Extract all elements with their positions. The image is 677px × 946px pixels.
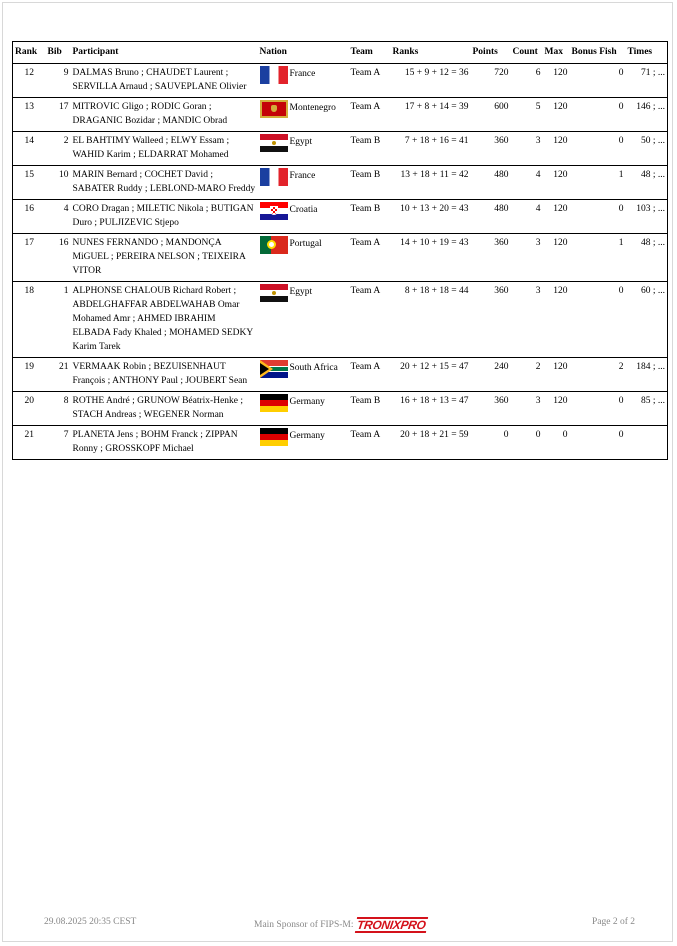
table-row — [13, 392, 668, 426]
ranks-cell: 8 + 18 + 18 = 44 — [391, 282, 471, 358]
rank-cell: 19 — [13, 358, 46, 392]
col-header-bib: Bib — [46, 42, 71, 64]
table-row — [13, 132, 668, 166]
times-cell: 50 ; ... — [626, 132, 668, 166]
ranks-cell: 7 + 18 + 16 = 41 — [391, 132, 471, 166]
participant-cell: CORO Dragan ; MILETIC Nikola ; BUTIGAN Duro ; PULJIZEVIC Stjepo — [71, 200, 258, 234]
egypt-flag-icon — [260, 284, 288, 302]
team-cell: Team B — [349, 200, 391, 234]
count-cell: 6 — [511, 64, 543, 98]
portugal-flag-icon — [260, 236, 288, 254]
croatia-flag-icon — [260, 202, 288, 220]
ranks-cell: 16 + 18 + 13 = 47 — [391, 392, 471, 426]
france-flag-icon — [260, 66, 288, 84]
nation-cell — [258, 98, 349, 132]
team-cell: Team B — [349, 132, 391, 166]
points-cell: 0 — [471, 426, 511, 460]
bib-cell: 4 — [46, 200, 71, 234]
bonus-fish-cell: 0 — [570, 426, 626, 460]
table-row — [13, 282, 668, 358]
germany-flag-icon — [260, 428, 288, 446]
table-row — [13, 426, 668, 460]
nation-name: Egypt — [289, 137, 313, 147]
nation-cell — [258, 64, 349, 98]
bib-cell: 21 — [46, 358, 71, 392]
rank-cell: 16 — [13, 200, 46, 234]
col-header-participant: Participant — [71, 42, 258, 64]
nation-name: Montenegro — [289, 103, 336, 113]
bib-cell: 9 — [46, 64, 71, 98]
participant-cell: EL BAHTIMY Walleed ; ELWY Essam ; WAHID Karim ; ELDARRAT Mohamed — [71, 132, 258, 166]
nation-cell — [258, 166, 349, 200]
rank-cell: 17 — [13, 234, 46, 282]
bonus-fish-cell: 0 — [570, 64, 626, 98]
bib-cell: 7 — [46, 426, 71, 460]
count-cell: 0 — [511, 426, 543, 460]
participant-cell: ALPHONSE CHALOUB Richard Robert ; ABDELGHAFFAR ABDELWAHAB Omar Mohamed Amr ; AHMED IBRAHIM ELBADA Fady Khaled ; MOHAMED SEDKY Karim Tarek — [71, 282, 258, 358]
max-cell: 120 — [543, 358, 570, 392]
max-cell: 0 — [543, 426, 570, 460]
nation-name: South Africa — [289, 363, 338, 373]
nation-name: Portugal — [289, 239, 322, 249]
team-cell: Team A — [349, 358, 391, 392]
max-cell: 120 — [543, 98, 570, 132]
max-cell: 120 — [543, 166, 570, 200]
times-cell: 71 ; ... — [626, 64, 668, 98]
nation-name: Egypt — [289, 287, 313, 297]
participant-cell: MITROVIC Gligo ; RODIC Goran ; DRAGANIC Bozidar ; MANDIC Obrad — [71, 98, 258, 132]
nation-name: France — [289, 69, 316, 79]
points-cell: 480 — [471, 166, 511, 200]
results-table — [12, 41, 668, 460]
rank-cell: 18 — [13, 282, 46, 358]
footer-sponsor — [254, 917, 426, 933]
nation-cell — [258, 358, 349, 392]
count-cell: 3 — [511, 282, 543, 358]
points-cell: 240 — [471, 358, 511, 392]
nation-name: Germany — [289, 397, 325, 407]
team-cell: Team A — [349, 234, 391, 282]
points-cell: 720 — [471, 64, 511, 98]
nation-cell — [258, 392, 349, 426]
header-row — [13, 42, 668, 64]
col-header-team: Team — [349, 42, 391, 64]
bib-cell: 16 — [46, 234, 71, 282]
rank-cell: 12 — [13, 64, 46, 98]
points-cell: 360 — [471, 282, 511, 358]
col-header-count: Count — [511, 42, 543, 64]
max-cell: 120 — [543, 64, 570, 98]
rank-cell: 13 — [13, 98, 46, 132]
times-cell: 85 ; ... — [626, 392, 668, 426]
times-cell: 103 ; ... — [626, 200, 668, 234]
times-cell: 60 ; ... — [626, 282, 668, 358]
table-row — [13, 200, 668, 234]
participant-cell: ROTHE André ; GRUNOW Béatrix-Henke ; STACH Andreas ; WEGENER Norman — [71, 392, 258, 426]
table-row — [13, 64, 668, 98]
count-cell: 4 — [511, 200, 543, 234]
footer-date: 29.08.2025 20:35 CEST — [44, 917, 137, 927]
south-africa-flag-icon — [260, 360, 288, 378]
nation-cell — [258, 132, 349, 166]
bonus-fish-cell: 0 — [570, 392, 626, 426]
bonus-fish-cell: 2 — [570, 358, 626, 392]
france-flag-icon — [260, 168, 288, 186]
points-cell: 600 — [471, 98, 511, 132]
bonus-fish-cell: 1 — [570, 234, 626, 282]
count-cell: 3 — [511, 234, 543, 282]
col-header-times: Times — [626, 42, 668, 64]
rank-cell: 15 — [13, 166, 46, 200]
team-cell: Team A — [349, 98, 391, 132]
nation-cell — [258, 200, 349, 234]
col-header-points: Points — [471, 42, 511, 64]
count-cell: 5 — [511, 98, 543, 132]
rank-cell: 21 — [13, 426, 46, 460]
points-cell: 360 — [471, 132, 511, 166]
count-cell: 4 — [511, 166, 543, 200]
points-cell: 360 — [471, 234, 511, 282]
nation-name: Croatia — [289, 205, 318, 215]
table-row — [13, 166, 668, 200]
count-cell: 3 — [511, 392, 543, 426]
montenegro-flag-icon — [260, 100, 288, 118]
nation-name: Germany — [289, 431, 325, 441]
page-number: Page 2 of 2 — [591, 917, 635, 927]
bib-cell: 10 — [46, 166, 71, 200]
nation-cell — [258, 234, 349, 282]
team-cell: Team B — [349, 166, 391, 200]
points-cell: 480 — [471, 200, 511, 234]
table-row — [13, 98, 668, 132]
max-cell: 120 — [543, 282, 570, 358]
team-cell: Team B — [349, 392, 391, 426]
count-cell: 3 — [511, 132, 543, 166]
times-cell: 48 ; ... — [626, 166, 668, 200]
ranks-cell: 10 + 13 + 20 = 43 — [391, 200, 471, 234]
times-cell — [626, 426, 668, 460]
count-cell: 2 — [511, 358, 543, 392]
bonus-fish-cell: 0 — [570, 132, 626, 166]
col-header-ranks: Ranks — [391, 42, 471, 64]
bonus-fish-cell: 0 — [570, 200, 626, 234]
points-cell: 360 — [471, 392, 511, 426]
participant-cell: MARIN Bernard ; COCHET David ; SABATER Ruddy ; LEBLOND-MARO Freddy — [71, 166, 258, 200]
nation-name: France — [289, 171, 316, 181]
table-row — [13, 234, 668, 282]
max-cell: 120 — [543, 392, 570, 426]
ranks-cell: 20 + 18 + 21 = 59 — [391, 426, 471, 460]
bonus-fish-cell: 0 — [570, 282, 626, 358]
participant-cell: PLANETA Jens ; BOHM Franck ; ZIPPAN Ronny ; GROSSKOPF Michael — [71, 426, 258, 460]
times-cell: 48 ; ... — [626, 234, 668, 282]
nation-cell — [258, 426, 349, 460]
bonus-fish-cell: 1 — [570, 166, 626, 200]
col-header-bonus-fish: Bonus Fish — [570, 42, 626, 64]
sponsor-logo: TRONIXPRO — [355, 918, 427, 932]
ranks-cell: 17 + 8 + 14 = 39 — [391, 98, 471, 132]
bib-cell: 1 — [46, 282, 71, 358]
ranks-cell: 20 + 12 + 15 = 47 — [391, 358, 471, 392]
max-cell: 120 — [543, 200, 570, 234]
bib-cell: 17 — [46, 98, 71, 132]
germany-flag-icon — [260, 394, 288, 412]
ranks-cell: 15 + 9 + 12 = 36 — [391, 64, 471, 98]
times-cell: 184 ; ... — [626, 358, 668, 392]
team-cell: Team A — [349, 426, 391, 460]
table-row — [13, 358, 668, 392]
team-cell: Team A — [349, 282, 391, 358]
ranks-cell: 13 + 18 + 11 = 42 — [391, 166, 471, 200]
col-header-max: Max — [543, 42, 570, 64]
team-cell: Team A — [349, 64, 391, 98]
max-cell: 120 — [543, 234, 570, 282]
participant-cell: NUNES FERNANDO ; MANDONÇA MiGUEL ; PEREIRA NELSON ; TEIXEIRA VITOR — [71, 234, 258, 282]
times-cell: 146 ; ... — [626, 98, 668, 132]
participant-cell: DALMAS Bruno ; CHAUDET Laurent ; SERVILLA Arnaud ; SAUVEPLANE Olivier — [71, 64, 258, 98]
bib-cell: 2 — [46, 132, 71, 166]
col-header-rank: Rank — [13, 42, 46, 64]
rank-cell: 14 — [13, 132, 46, 166]
sponsor-label: Main Sponsor of FIPS-M: — [254, 920, 354, 930]
participant-cell: VERMAAK Robin ; BEZUISENHAUT François ; ANTHONY Paul ; JOUBERT Sean — [71, 358, 258, 392]
col-header-nation: Nation — [258, 42, 349, 64]
max-cell: 120 — [543, 132, 570, 166]
ranks-cell: 14 + 10 + 19 = 43 — [391, 234, 471, 282]
egypt-flag-icon — [260, 134, 288, 152]
rank-cell: 20 — [13, 392, 46, 426]
bib-cell: 8 — [46, 392, 71, 426]
nation-cell — [258, 282, 349, 358]
bonus-fish-cell: 0 — [570, 98, 626, 132]
